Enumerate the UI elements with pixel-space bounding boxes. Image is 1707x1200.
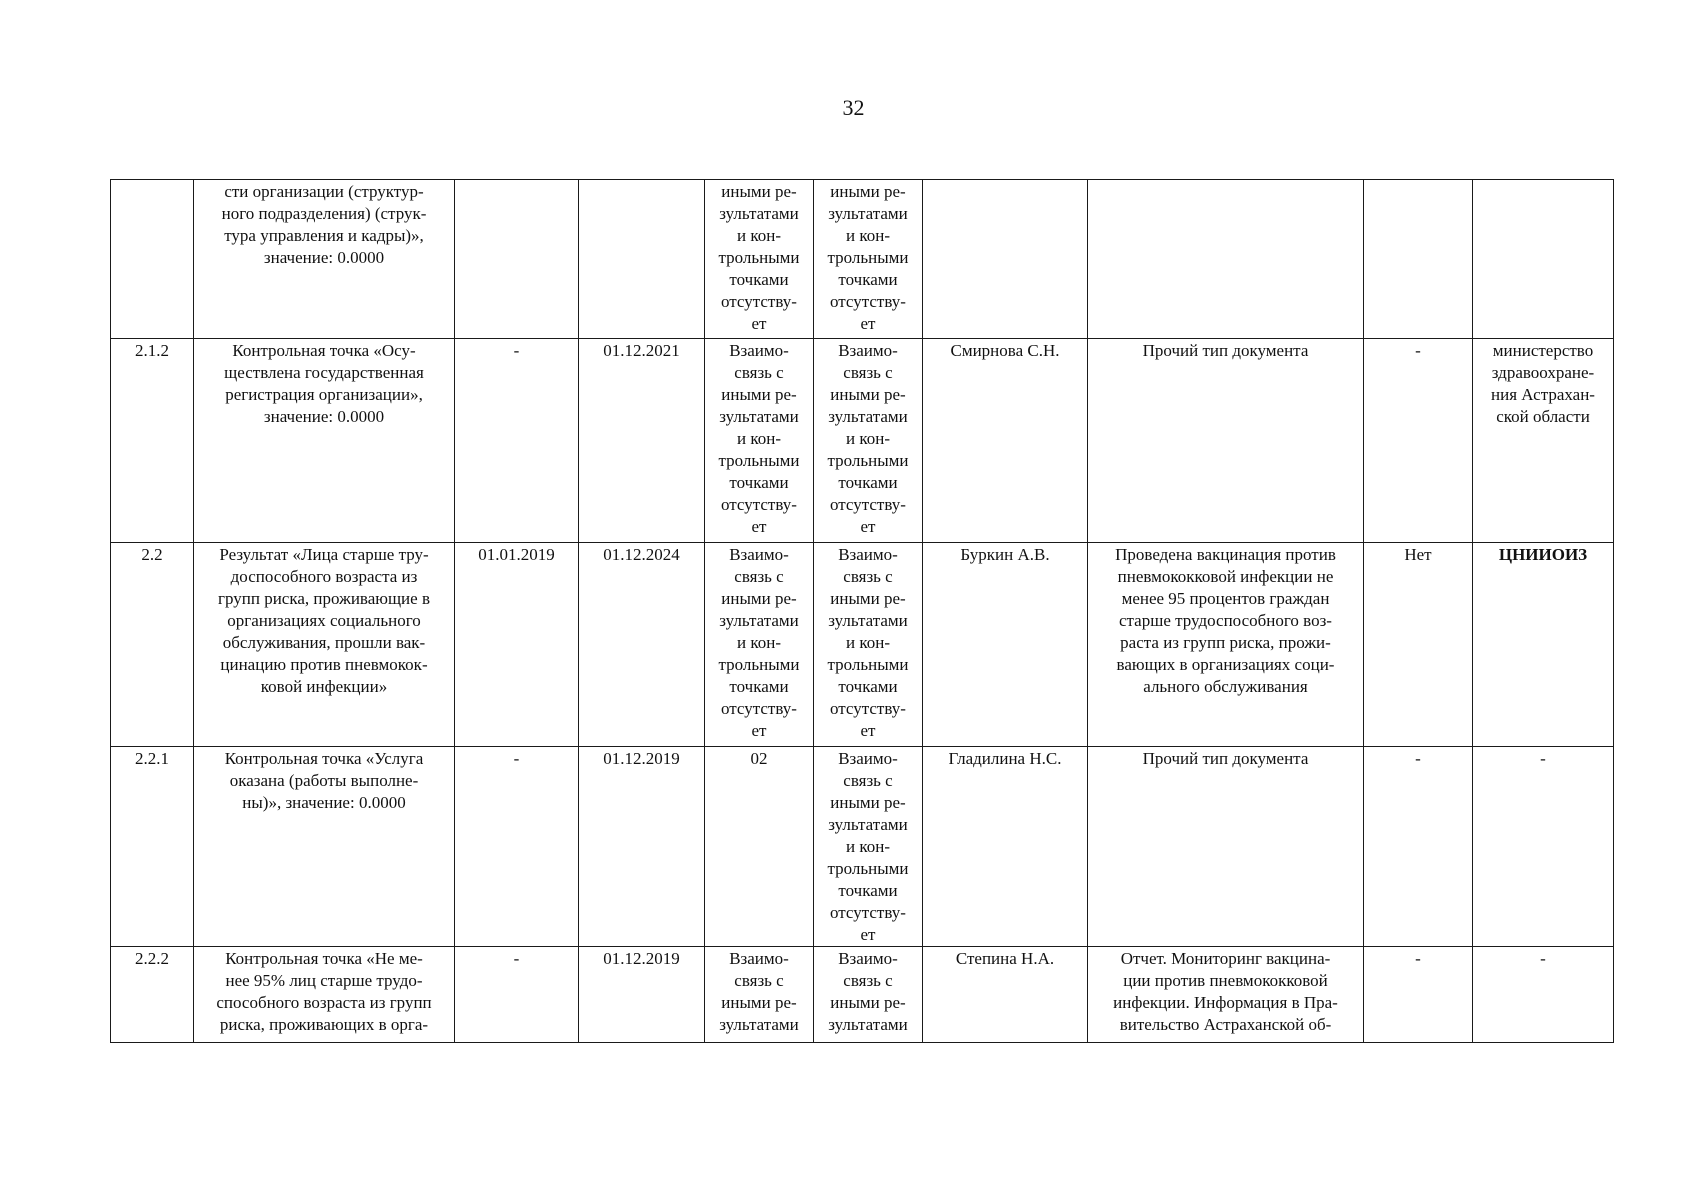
end-date-cell: 01.12.2019 bbox=[579, 747, 705, 947]
start-date-cell: 01.01.2019 bbox=[455, 543, 579, 747]
row-number-cell bbox=[111, 180, 194, 339]
predecessor-link-cell: иными ре- зультатами и кон- трольными точками отсутству- ет bbox=[705, 180, 814, 339]
document-type-cell: Прочий тип документа bbox=[1088, 339, 1364, 543]
successor-link-cell: Взаимо- связь с иными ре- зультатами и кон- трольными точками отсутству- ет bbox=[814, 747, 923, 947]
row-number-cell: 2.2 bbox=[111, 543, 194, 747]
start-date-cell bbox=[455, 180, 579, 339]
table-row bbox=[111, 947, 1614, 1043]
row-number-cell: 2.1.2 bbox=[111, 339, 194, 543]
responsible-person-cell bbox=[923, 180, 1088, 339]
item-name-cell: Результат «Лица старше тру- доспособного возраста из групп риска, проживающие в организациях социального обслуживания, прошли вак- цинацию против пневмокок- ковой инфекции» bbox=[194, 543, 455, 747]
flag-cell bbox=[1364, 180, 1473, 339]
successor-link-cell: иными ре- зультатами и кон- трольными точками отсутству- ет bbox=[814, 180, 923, 339]
item-name-cell: Контрольная точка «Осу- ществлена государственная регистрация организации», значение: 0.0000 bbox=[194, 339, 455, 543]
table-row bbox=[111, 747, 1614, 947]
item-name-cell: сти организации (структур- ного подразделения) (струк- тура управления и кадры)», значение: 0.0000 bbox=[194, 180, 455, 339]
page-number: 32 bbox=[842, 95, 865, 120]
predecessor-link-cell: Взаимо- связь с иными ре- зультатами и кон- трольными точками отсутству- ет bbox=[705, 339, 814, 543]
document-type-cell: Проведена вакцинация против пневмококковой инфекции не менее 95 процентов граждан старше трудоспособного воз- раста из групп риска, прожи- вающих в организациях соци- ального обслуживания bbox=[1088, 543, 1364, 747]
flag-cell: - bbox=[1364, 947, 1473, 1043]
organization-cell bbox=[1473, 180, 1614, 339]
successor-link-cell: Взаимо- связь с иными ре- зультатами и кон- трольными точками отсутству- ет bbox=[814, 543, 923, 747]
end-date-cell: 01.12.2019 bbox=[579, 947, 705, 1043]
end-date-cell: 01.12.2021 bbox=[579, 339, 705, 543]
flag-cell: Нет bbox=[1364, 543, 1473, 747]
responsible-person-cell: Буркин А.В. bbox=[923, 543, 1088, 747]
predecessor-link-cell: Взаимо- связь с иными ре- зультатами bbox=[705, 947, 814, 1043]
start-date-cell: - bbox=[455, 947, 579, 1043]
responsible-person-cell: Гладилина Н.С. bbox=[923, 747, 1088, 947]
item-name-cell: Контрольная точка «Услуга оказана (работы выполне- ны)», значение: 0.0000 bbox=[194, 747, 455, 947]
table-row bbox=[111, 339, 1614, 543]
plan-table bbox=[110, 179, 1614, 1043]
item-name-cell: Контрольная точка «Не ме- нее 95% лиц старше трудо- способного возраста из групп риска, проживающих в орга- bbox=[194, 947, 455, 1043]
successor-link-cell: Взаимо- связь с иными ре- зультатами и кон- трольными точками отсутству- ет bbox=[814, 339, 923, 543]
organization-cell: министерство здравоохране- ния Астрахан- ской области bbox=[1473, 339, 1614, 543]
row-number-cell: 2.2.2 bbox=[111, 947, 194, 1043]
predecessor-link-cell: Взаимо- связь с иными ре- зультатами и кон- трольными точками отсутству- ет bbox=[705, 543, 814, 747]
flag-cell: - bbox=[1364, 339, 1473, 543]
document-type-cell: Прочий тип документа bbox=[1088, 747, 1364, 947]
document-type-cell: Отчет. Мониторинг вакцина- ции против пневмококковой инфекции. Информация в Пра- вительство Астраханской об- bbox=[1088, 947, 1364, 1043]
organization-cell: - bbox=[1473, 947, 1614, 1043]
end-date-cell: 01.12.2024 bbox=[579, 543, 705, 747]
table-row bbox=[111, 180, 1614, 339]
flag-cell: - bbox=[1364, 747, 1473, 947]
successor-link-cell: Взаимо- связь с иными ре- зультатами bbox=[814, 947, 923, 1043]
row-number-cell: 2.2.1 bbox=[111, 747, 194, 947]
document-type-cell bbox=[1088, 180, 1364, 339]
organization-cell: ЦНИИОИЗ bbox=[1473, 543, 1614, 747]
start-date-cell: - bbox=[455, 747, 579, 947]
start-date-cell: - bbox=[455, 339, 579, 543]
responsible-person-cell: Смирнова С.Н. bbox=[923, 339, 1088, 543]
organization-cell: - bbox=[1473, 747, 1614, 947]
predecessor-link-cell: 02 bbox=[705, 747, 814, 947]
table-row bbox=[111, 543, 1614, 747]
responsible-person-cell: Степина Н.А. bbox=[923, 947, 1088, 1043]
end-date-cell bbox=[579, 180, 705, 339]
